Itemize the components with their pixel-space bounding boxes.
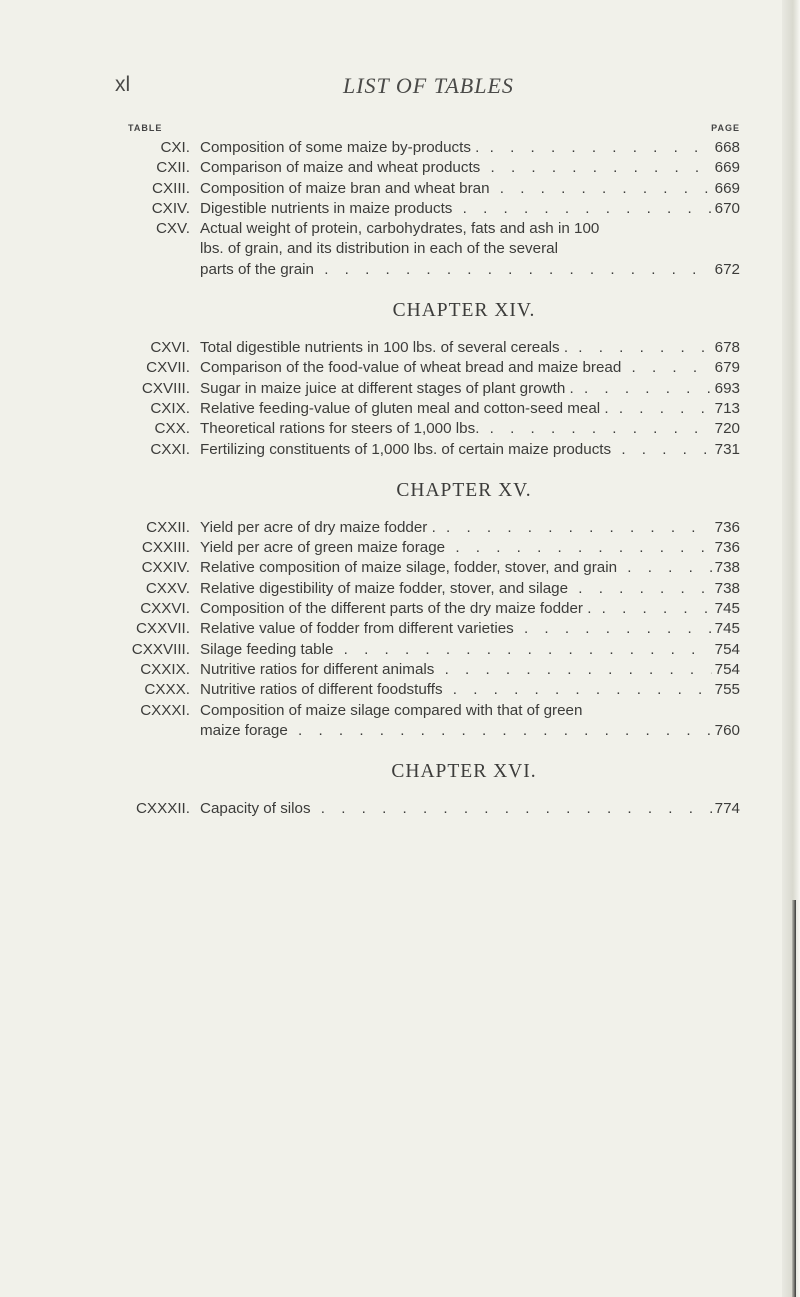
table-number: CXXXII.: [135, 800, 190, 818]
page-column-head: PAGE: [711, 123, 740, 133]
table-entry: [128, 219, 740, 280]
table-title-line: Yield per acre of dry maize fodder .: [200, 518, 436, 536]
table-title-line: Yield per acre of green maize forage: [200, 539, 446, 557]
running-title: LIST OF TABLES: [343, 73, 514, 98]
table-number: CXXII.: [146, 518, 190, 536]
page-number: 693: [714, 379, 740, 397]
table-title-line: Comparison of the food-value of wheat bread and maize bread: [200, 359, 622, 377]
table-entry: [128, 799, 740, 819]
table-entry: [128, 338, 740, 358]
table-number: CXVII.: [146, 359, 190, 377]
table-number: CXVIII.: [141, 379, 190, 397]
page-number: 672: [714, 260, 740, 278]
table-title-line: Total digestible nutrients in 100 lbs. of several cereals .: [200, 339, 569, 357]
table-number: CXIV.: [151, 199, 190, 217]
table-number: CXV.: [155, 220, 190, 238]
table-title-line: parts of the grain: [200, 260, 314, 278]
table-entry: [128, 379, 740, 399]
table-number: CXVI.: [150, 339, 190, 357]
table-entry: [128, 138, 740, 158]
page-number: 669: [714, 159, 740, 177]
page-number: 745: [714, 600, 740, 618]
page-number: 736: [714, 518, 740, 536]
chapter-heading: CHAPTER XIV.: [392, 300, 536, 322]
page-number: 738: [714, 559, 740, 577]
page-number: 713: [714, 399, 740, 417]
table-title-line: Composition of maize bran and wheat bran: [200, 179, 490, 197]
table-number: CXXVI.: [140, 600, 190, 618]
table-title-line: Relative value of fodder from different varieties: [200, 620, 514, 638]
table-entry: [128, 558, 740, 578]
page-edge: [782, 0, 800, 1297]
table-entry: [128, 440, 740, 460]
table-entry: [128, 680, 740, 700]
table-title-line: Theoretical rations for steers of 1,000 lbs.: [200, 420, 480, 438]
page-number: 755: [714, 681, 740, 699]
table-entry: [128, 399, 740, 419]
table-title-line: Composition of maize silage compared with that of green: [200, 701, 583, 719]
column-heads: [128, 118, 740, 138]
table-title-line: Fertilizing constituents of 1,000 lbs. of certain maize products: [200, 440, 612, 458]
table-groups: [128, 138, 740, 819]
table-title-line: Nutritive ratios for different animals: [200, 660, 435, 678]
table-entry: [128, 179, 740, 199]
page-number: 678: [714, 339, 740, 357]
table-number: CXXXI.: [140, 701, 190, 719]
table-title-line: Actual weight of protein, carbohydrates, fats and ash in 100: [200, 220, 600, 238]
table-title-line: Composition of the different parts of the dry maize fodder .: [200, 600, 592, 618]
page-number: 774: [714, 800, 740, 818]
running-header: [0, 73, 800, 103]
table-entry: [128, 358, 740, 378]
table-number: CXXX.: [144, 681, 190, 699]
table-title-line: maize forage: [200, 721, 288, 739]
page-number: 754: [714, 660, 740, 678]
table-title-line: Composition of some maize by-products .: [200, 139, 480, 156]
table-entry: [128, 640, 740, 660]
table-entry: [128, 199, 740, 219]
table-number: CXXIV.: [141, 559, 190, 577]
table-number: CXIII.: [152, 179, 190, 197]
table-list: [128, 118, 740, 819]
table-title-line: Comparison of maize and wheat products: [200, 159, 481, 177]
table-entry: [128, 158, 740, 178]
table-number: CXXVII.: [135, 620, 190, 638]
table-entry: [128, 518, 740, 538]
table-title-line: lbs. of grain, and its distribution in each of the several: [200, 240, 558, 258]
table-entry: [128, 599, 740, 619]
page-number: 736: [714, 539, 740, 557]
page-number: 738: [714, 579, 740, 597]
table-title-line: Sugar in maize juice at different stages of plant growth .: [200, 379, 574, 397]
table-number: CXII.: [156, 159, 190, 177]
table-entry: [128, 619, 740, 639]
table-entry: [128, 660, 740, 680]
page-number: 720: [714, 420, 740, 438]
page-number: 760: [714, 721, 740, 739]
table-title-line: Capacity of silos: [200, 800, 311, 818]
table-title-line: Relative digestibility of maize fodder, stover, and silage: [200, 579, 569, 597]
table-column-head: TABLE: [128, 123, 163, 133]
table-title-line: Relative feeding-value of gluten meal and cotton-seed meal .: [200, 399, 609, 417]
page-number: 668: [714, 139, 740, 156]
table-number: CXXIX.: [140, 660, 190, 678]
page-number: 754: [714, 640, 740, 658]
table-number: CXXV.: [145, 579, 190, 597]
page-number: 679: [714, 359, 740, 377]
table-number: CXXVIII.: [131, 640, 190, 658]
table-number: CXIX.: [150, 399, 190, 417]
table-number: CXXIII.: [141, 539, 190, 557]
page-folio: xl: [115, 73, 131, 96]
table-number: CXXI.: [150, 440, 190, 458]
table-title-line: Silage feeding table: [200, 640, 334, 658]
table-number: CXX.: [154, 420, 190, 438]
table-entry: [128, 538, 740, 558]
page-number: 669: [714, 179, 740, 197]
table-entry: [128, 701, 740, 742]
chapter-heading: CHAPTER XV.: [396, 479, 532, 501]
table-entry: [128, 419, 740, 439]
page-number: 731: [714, 440, 740, 458]
chapter-heading: CHAPTER XVI.: [391, 761, 537, 783]
table-title-line: Digestible nutrients in maize products: [200, 199, 453, 217]
page-number: 745: [714, 620, 740, 638]
table-number: CXI.: [160, 139, 190, 156]
page-number: 670: [714, 199, 740, 217]
table-entry: [128, 579, 740, 599]
table-title-line: Nutritive ratios of different foodstuffs: [200, 681, 443, 699]
table-title-line: Relative composition of maize silage, fodder, stover, and grain: [200, 559, 618, 577]
